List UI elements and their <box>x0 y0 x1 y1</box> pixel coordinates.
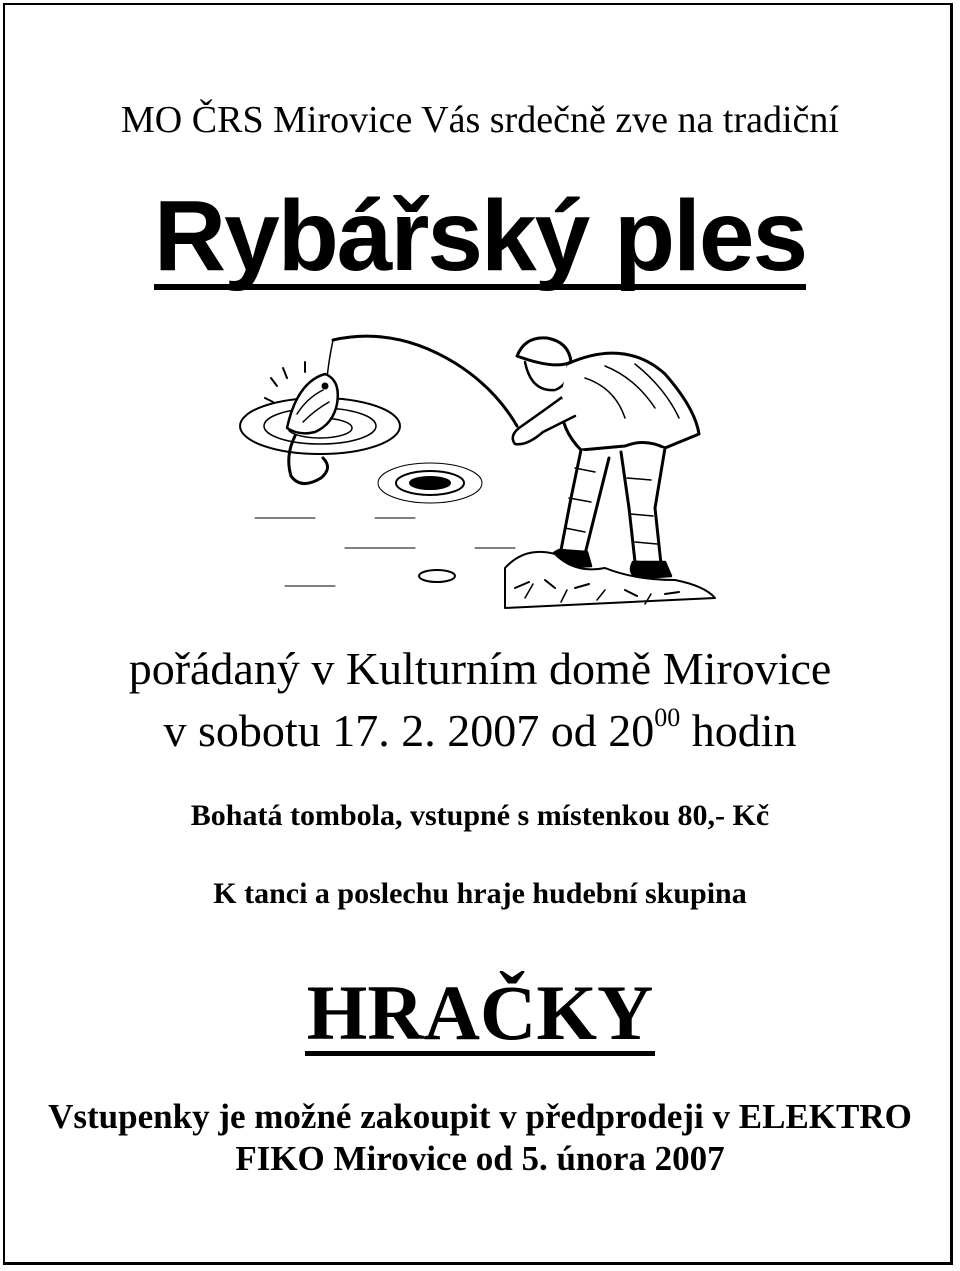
tombola-admission-line: Bohatá tombola, vstupné s místenkou 80,- Kč <box>190 799 770 832</box>
fisherman-catching-fish-icon <box>225 318 725 618</box>
date-minutes-superscript: 00 <box>654 703 681 732</box>
band-name: HRAČKY <box>306 969 654 1056</box>
tickets-line-1: Vstupenky je možné zakoupit v předprodeji v ELEKTRO <box>48 1097 912 1136</box>
venue-line: pořádaný v Kulturním domě Mirovice <box>128 643 832 694</box>
title-container <box>0 180 960 308</box>
poster-title: Rybářský ples <box>153 180 807 292</box>
music-line: K tanci a poslechu hraje hudební skupina <box>213 877 747 910</box>
date-text: v sobotu 17. 2. 2007 od 20 <box>163 705 655 756</box>
tickets-line-2: FIKO Mirovice od 5. února 2007 <box>235 1139 725 1178</box>
band-container <box>0 969 960 1065</box>
date-hours-suffix: hodin <box>680 705 797 756</box>
date-line <box>0 704 960 758</box>
invitation-line: MO ČRS Mirovice Vás srdečně zve na tradiční <box>121 99 839 141</box>
